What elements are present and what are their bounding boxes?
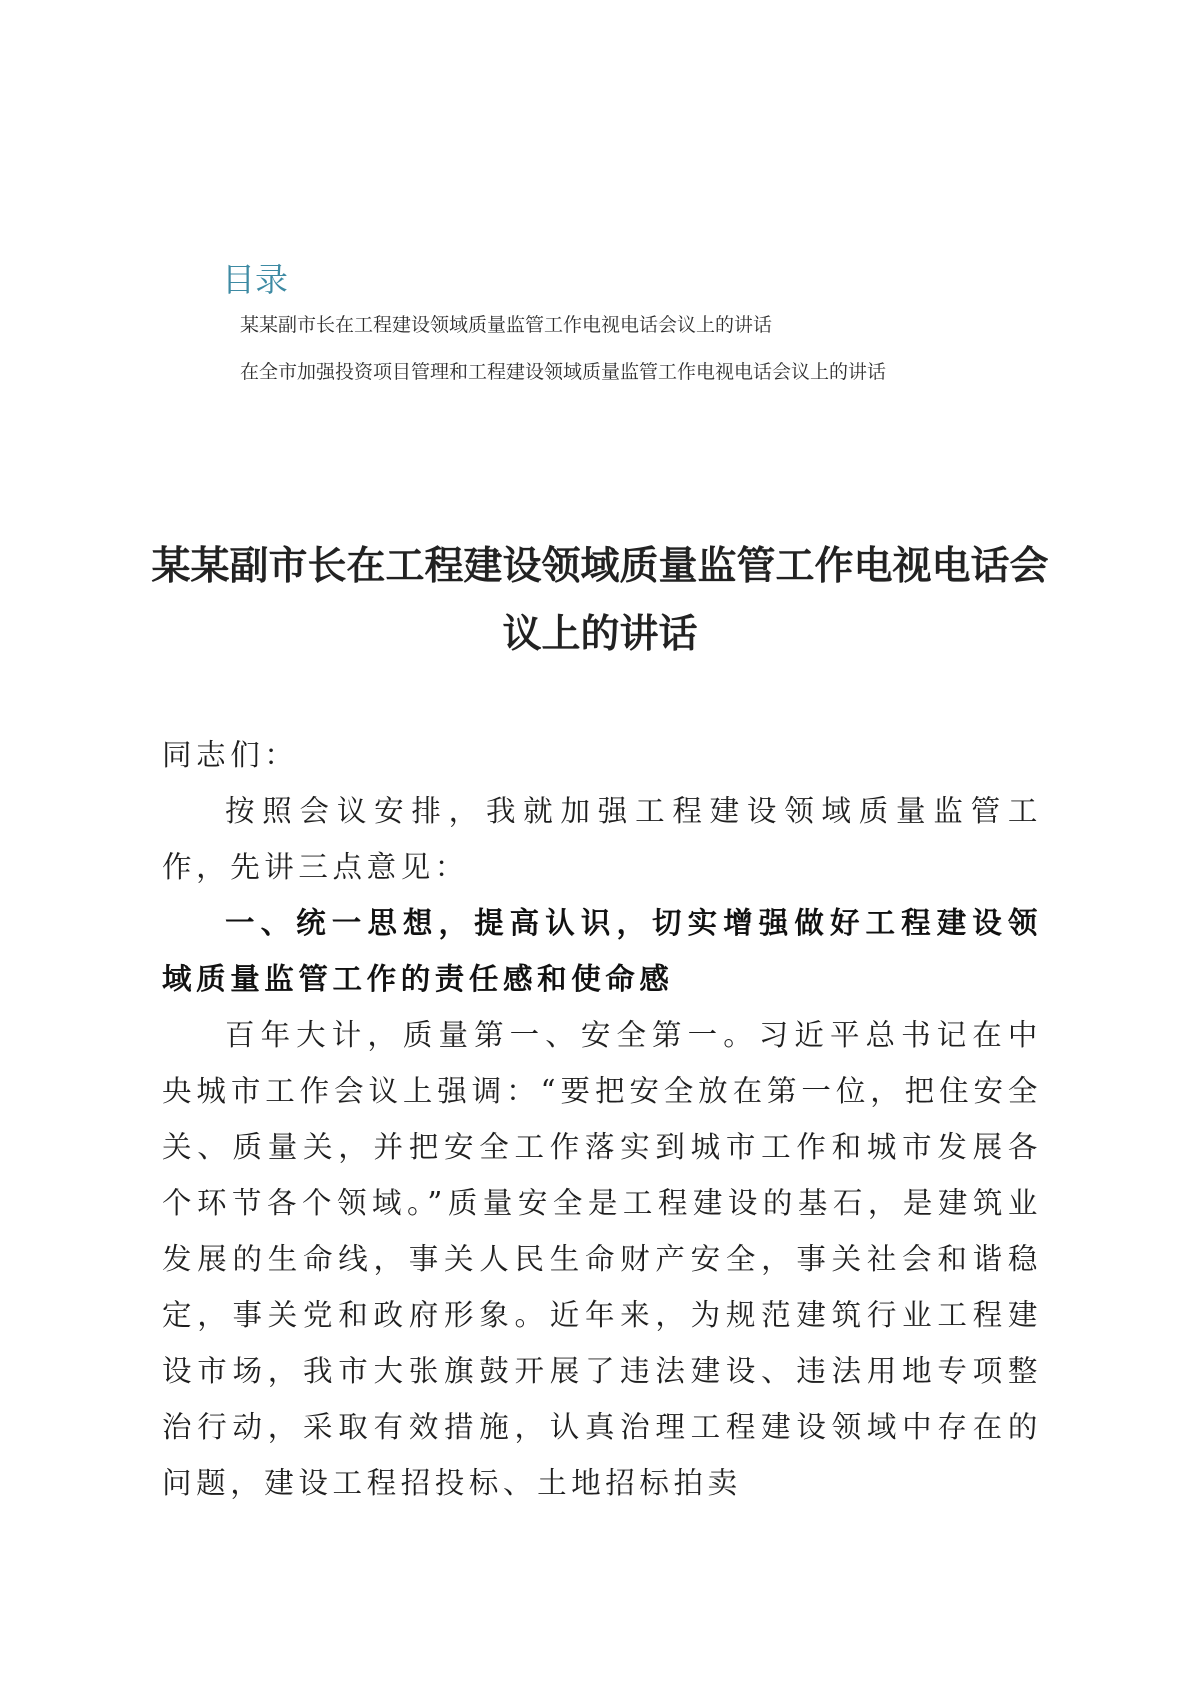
salutation: 同志们： (162, 738, 299, 772)
toc-item-2[interactable]: 在全市加强投资项目管理和工程建设领域质量监管工作电视电话会议上的讲话 (240, 361, 887, 383)
document-title: 某某副市长在工程建设领域质量监管工作电视电话会议上的讲话 (151, 544, 1049, 657)
table-of-contents (222, 258, 1022, 406)
document-body (162, 727, 1042, 1511)
section-heading-1: 一、统一思想，提高认识，切实增强做好工程建设领域质量监管工作的责任感和使命感 (162, 905, 1042, 996)
toc-title: 目录 (222, 260, 288, 299)
intro-paragraph: 按照会议安排，我就加强工程建设领域质量监管工作，先讲三点意见： (162, 794, 1042, 884)
body-paragraph-1: 百年大计，质量第一、安全第一。习近平总书记在中央城市工作会议上强调：“要把安全放在第一位，把住安全关、质量关，并把安全工作落实到城市工作和城市发展各个环节各个领域。”质量安全是工程建设的基石，是建筑业发展的生命线，事关人民生命财产安全，事关社会和谐稳定，事关党和政府形象。近年来，为规范建筑行业工程建设市场，我市大张旗鼓开展了违法建设、违法用地专项整治行动，采取有效措施，认真治理工程建设领域中存在的问题，建设工程招投标、土地招标拍卖 (162, 1018, 1042, 1500)
toc-item-1[interactable]: 某某副市长在工程建设领域质量监管工作电视电话会议上的讲话 (240, 314, 773, 336)
